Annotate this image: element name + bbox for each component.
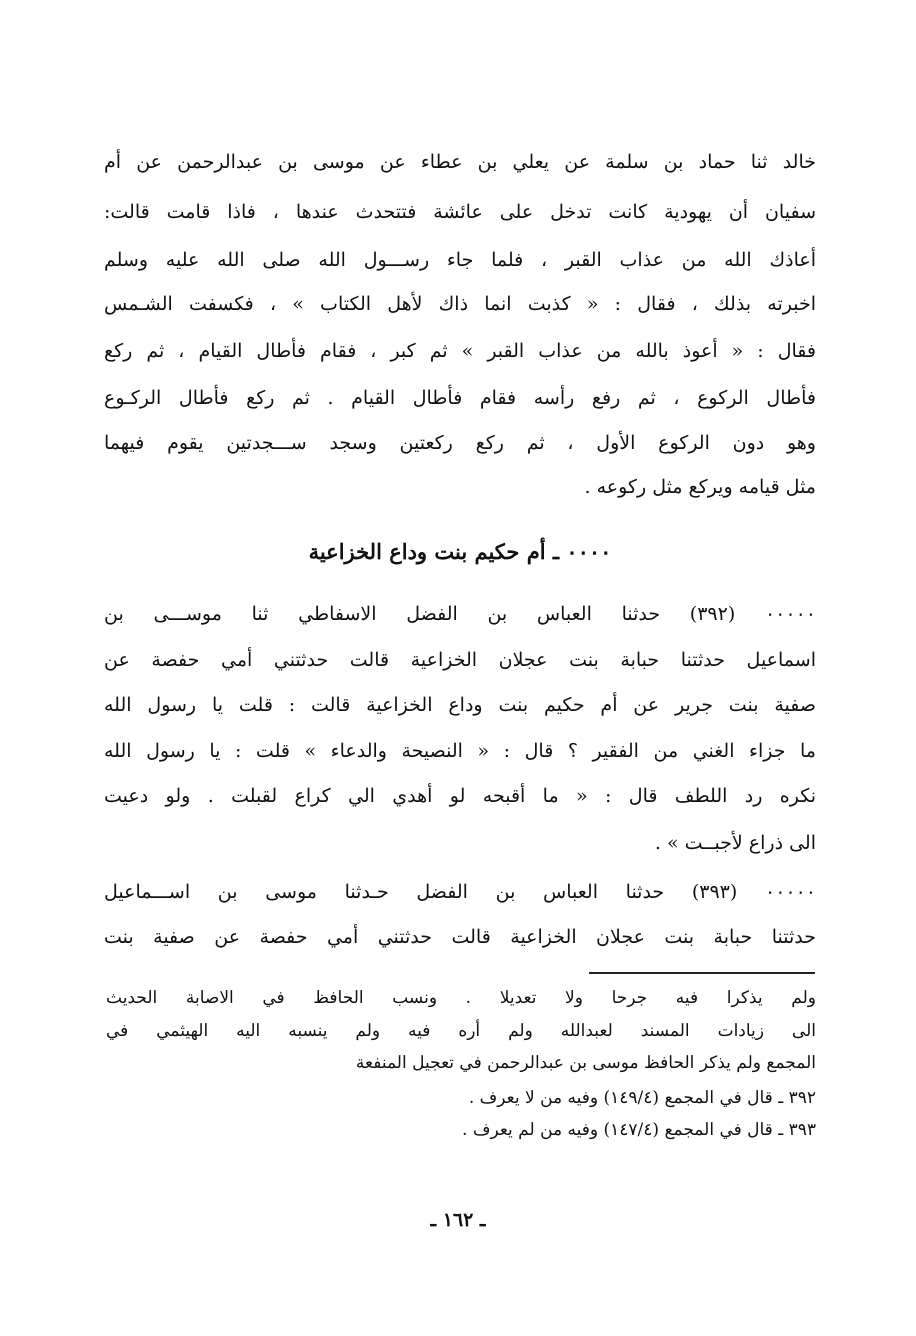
footnote-line: ولم يذكرا فيه جرحا ولا تعديلا . ونسب الحافظ في الاصابة الحديث <box>106 988 816 1008</box>
body-line: اخبرته بذلك ، فقال : « كذبت انما ذاك لأهل الكتاب » ، فكسفت الشـمس <box>104 293 816 315</box>
section-heading: ٠٠٠٠ ـ أم حكيم بنت وداع الخزاعية <box>308 539 612 564</box>
body-line: حدثتنا حبابة بنت عجلان الخزاعية قالت حدثتني أمي حفصة عن صفية بنت <box>104 926 816 948</box>
body-line: وهو دون الركوع الأول ، ثم ركع ركعتين وسجد ســـجدتين يقوم فيهما <box>104 432 816 454</box>
page-number: ـ ١٦٢ ـ <box>430 1209 486 1231</box>
body-line: فأطال الركوع ، ثم رفع رأسه فقام فأطال القيام . ثم ركع فأطال الركـوع <box>104 387 816 409</box>
body-line: الى ذراع لأجبــت » . <box>654 832 816 854</box>
body-line: أعاذك الله من عذاب القبر ، فلما جاء رســـول الله صلى الله عليه وسلم <box>104 249 816 271</box>
body-line: اسماعيل حدثتنا حبابة بنت عجلان الخزاعية قالت حدثتني أمي حفصة عن <box>104 649 816 671</box>
body-line: خالد ثنا حماد بن سلمة عن يعلي بن عطاء عن موسى بن عبدالرحمن عن أم <box>104 151 816 173</box>
body-line: سفيان أن يهودية كانت تدخل على عائشة فتتحدث عندها ، فاذا قامت قالت: <box>104 201 816 223</box>
body-line: ٠٠٠٠٠ (٣٩٣) حدثنا العباس بن الفضل حـدثنا موسى بن اســـماعيل <box>104 881 816 903</box>
body-line: ٠٠٠٠٠ (٣٩٢) حدثنا العباس بن الفضل الاسفاطي ثنا موســـى بن <box>104 603 816 625</box>
footnote-item: ٣٩٢ ـ قال في المجمع (١٤٩/٤) وفيه من لا يعرف . <box>468 1088 816 1108</box>
footnote-line: المجمع ولم يذكر الحافظ موسى بن عبدالرحمن في تعجيل المنفعة <box>355 1053 816 1073</box>
footnote-separator <box>589 972 815 974</box>
body-line: مثل قيامه ويركع مثل ركوعه . <box>584 476 816 498</box>
body-line: فقال : « أعوذ بالله من عذاب القبر » ثم كبر ، فقام فأطال القيام ، ثم ركع <box>104 340 816 362</box>
body-line: صفية بنت جرير عن أم حكيم بنت وداع الخزاعية قالت : قلت يا رسول الله <box>104 694 816 716</box>
body-line: ما جزاء الغني من الفقير ؟ قال : « النصيحة والدعاء » قلت : يا رسول الله <box>104 740 816 762</box>
body-line: نكره رد اللطف قال : « ما أقبحه لو أهدي الي كراع لقبلت . ولو دعيت <box>104 785 816 807</box>
footnote-item: ٣٩٣ ـ قال في المجمع (١٤٧/٤) وفيه من لم يعرف . <box>462 1120 816 1140</box>
footnote-line: الى زيادات المسند لعبدالله ولم أره فيه ولم ينسبه اليه الهيثمي في <box>106 1021 816 1041</box>
